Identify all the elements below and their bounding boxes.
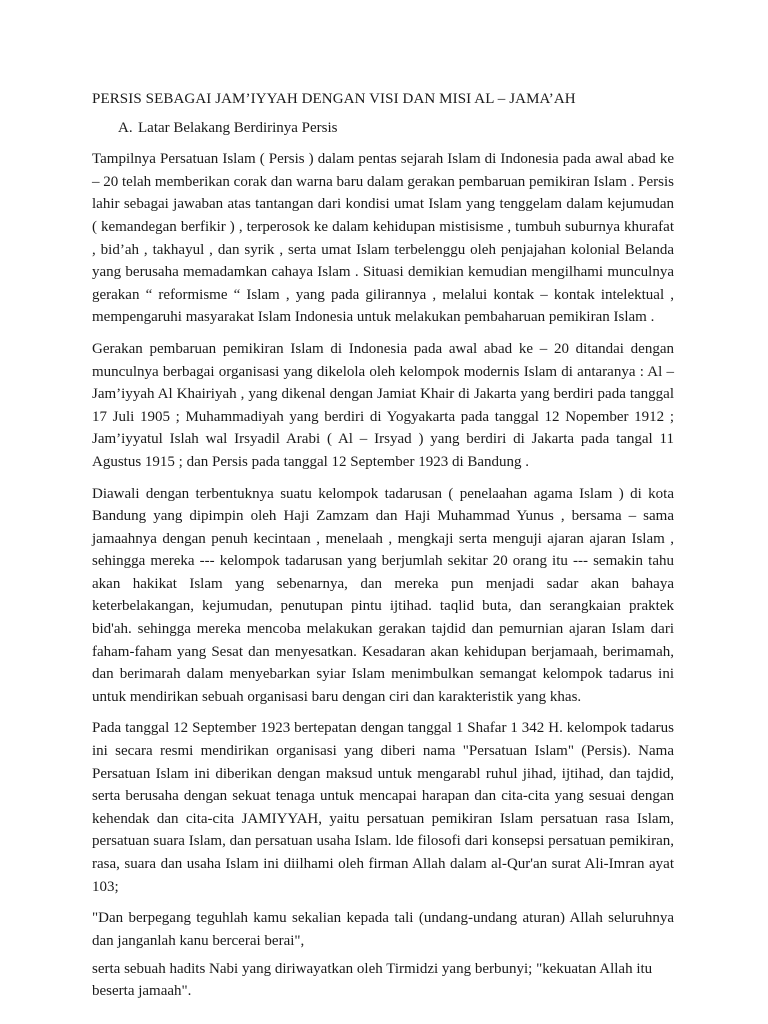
closing-paragraph: serta sebuah hadits Nabi yang diriwayatkan oleh Tirmidzi yang berbunyi; "kekuatan Allah itu beserta jamaah". — [92, 961, 653, 1000]
paragraph-2: Gerakan pembaruan pemikiran Islam di Indonesia pada awal abad ke – 20 ditandai dengan munculnya berbagai organisasi yang dikelola oleh kelompok modernis Islam di antaranya : Al – Jam’iyyah Al Khairiyah , yang dikenal dengan Jamiat Khair di Jakarta yang berdiri pada tanggal 17 Juli 1905 ; Muhammadiyah yang berdiri di Yogyakarta pada tanggal 12 Nopember 1912 ; Jam’iyyatul Islah wal Irsyadil Arabi ( Al – Irsyad ) yang berdiri di Jakarta pada tangal 11 Agustus 1915 ; dan Persis pada tanggal 12 September 1923 di Bandung . — [92, 340, 674, 470]
document-title: PERSIS SEBAGAI JAM’IYYAH DENGAN VISI DAN MISI AL – JAMA’AH — [92, 91, 576, 107]
paragraph-1: Tampilnya Persatuan Islam ( Persis ) dalam pentas sejarah Islam di Indonesia pada awal abad ke – 20 telah memberikan corak dan warna baru dalam gerakan pembaruan pemikiran Islam . Persis lahir sebagai jawaban atas tantangan dari kondisi umat Islam yang tenggelam dalam kejumudan ( kemandegan berfikir ) , terperosok ke dalam kehidupan mistisisme , tumbuh suburnya khurafat , bid’ah , takhayul , dan syrik , serta umat Islam terbelenggu oleh penjajahan kolonial Belanda yang berusaha memadamkan cahaya Islam . Situasi demikian kemudian mengilhami munculnya gerakan “ reformisme “ Islam , yang pada gilirannya , melalui kontak – kontak intelektual , mempengaruhi masyarakat Islam Indonesia untuk melakukan pembaharuan pemikiran Islam . — [92, 151, 674, 326]
paragraph-4: Pada tanggal 12 September 1923 bertepatan dengan tanggal 1 Shafar 1 342 H. kelompok tadarus ini secara resmi mendirikan organisasi yang diberi nama "Persatuan Islam" (Persis). Nama Persatuan Islam ini diberikan dengan maksud untuk mengarabl ruhul jihad, ijtihad, dan tajdid, serta berusaha dengan sekuat tenaga untuk mencapai harapan dan cita-cita yang sesuai dengan kehendak dan cita-cita JAMIYYAH, yaitu persatuan pemikiran Islam persatuan rasa Islam, persatuan suara Islam, dan persatuan usaha Islam. lde filosofi dari konsepsi persatuan pemikiran, rasa, suara dan usaha Islam ini diilhami oleh firman Allah dalam al-Qur'an surat Ali-Imran ayat 103; — [92, 720, 674, 895]
document-page — [92, 88, 674, 1011]
section-heading-text: Latar Belakang Berdirinya Persis — [138, 119, 338, 136]
quran-quote: "Dan berpegang teguhlah kamu sekalian kepada tali (undang-undang aturan) Allah seluruhnya dan janganlah kanu bercerai berai", — [92, 910, 674, 949]
paragraph-3: Diawali dengan terbentuknya suatu kelompok tadarusan ( penelaahan agama Islam ) di kota Bandung yang dipimpin oleh Haji Zamzam dan Haji Muhammad Yunus , bersama – sama jamaahnya dengan penuh kecintaan , menelaah , mengkaji serta menguji ajaran ajaran Islam , sehingga mereka --- kelompok tadarusan yang berjumlah sekitar 20 orang itu --- semakin tahu akan hakikat Islam yang sebenarnya, dan mereka pun menjadi sadar akan bahaya keterbelakangan, kejumudan, penutupan pintu ijtihad. taqlid buta, dan serangkaian praktek bid'ah. sehingga mereka mencoba melakukan gerakan tajdid dan pemurnian ajaran Islam dari faham-faham yang Sesat dan menyesatkan. Kesadaran akan kehidupan berjamaah, berimamah, dan berimarah dalam menyebarkan syiar Islam menimbulkan semangat kelompok tadarus ini untuk mendirikan sebuah organisasi baru dengan ciri dan karakteristik yang khas. — [92, 485, 674, 705]
section-marker: A. — [118, 119, 133, 136]
section-heading — [118, 117, 674, 140]
